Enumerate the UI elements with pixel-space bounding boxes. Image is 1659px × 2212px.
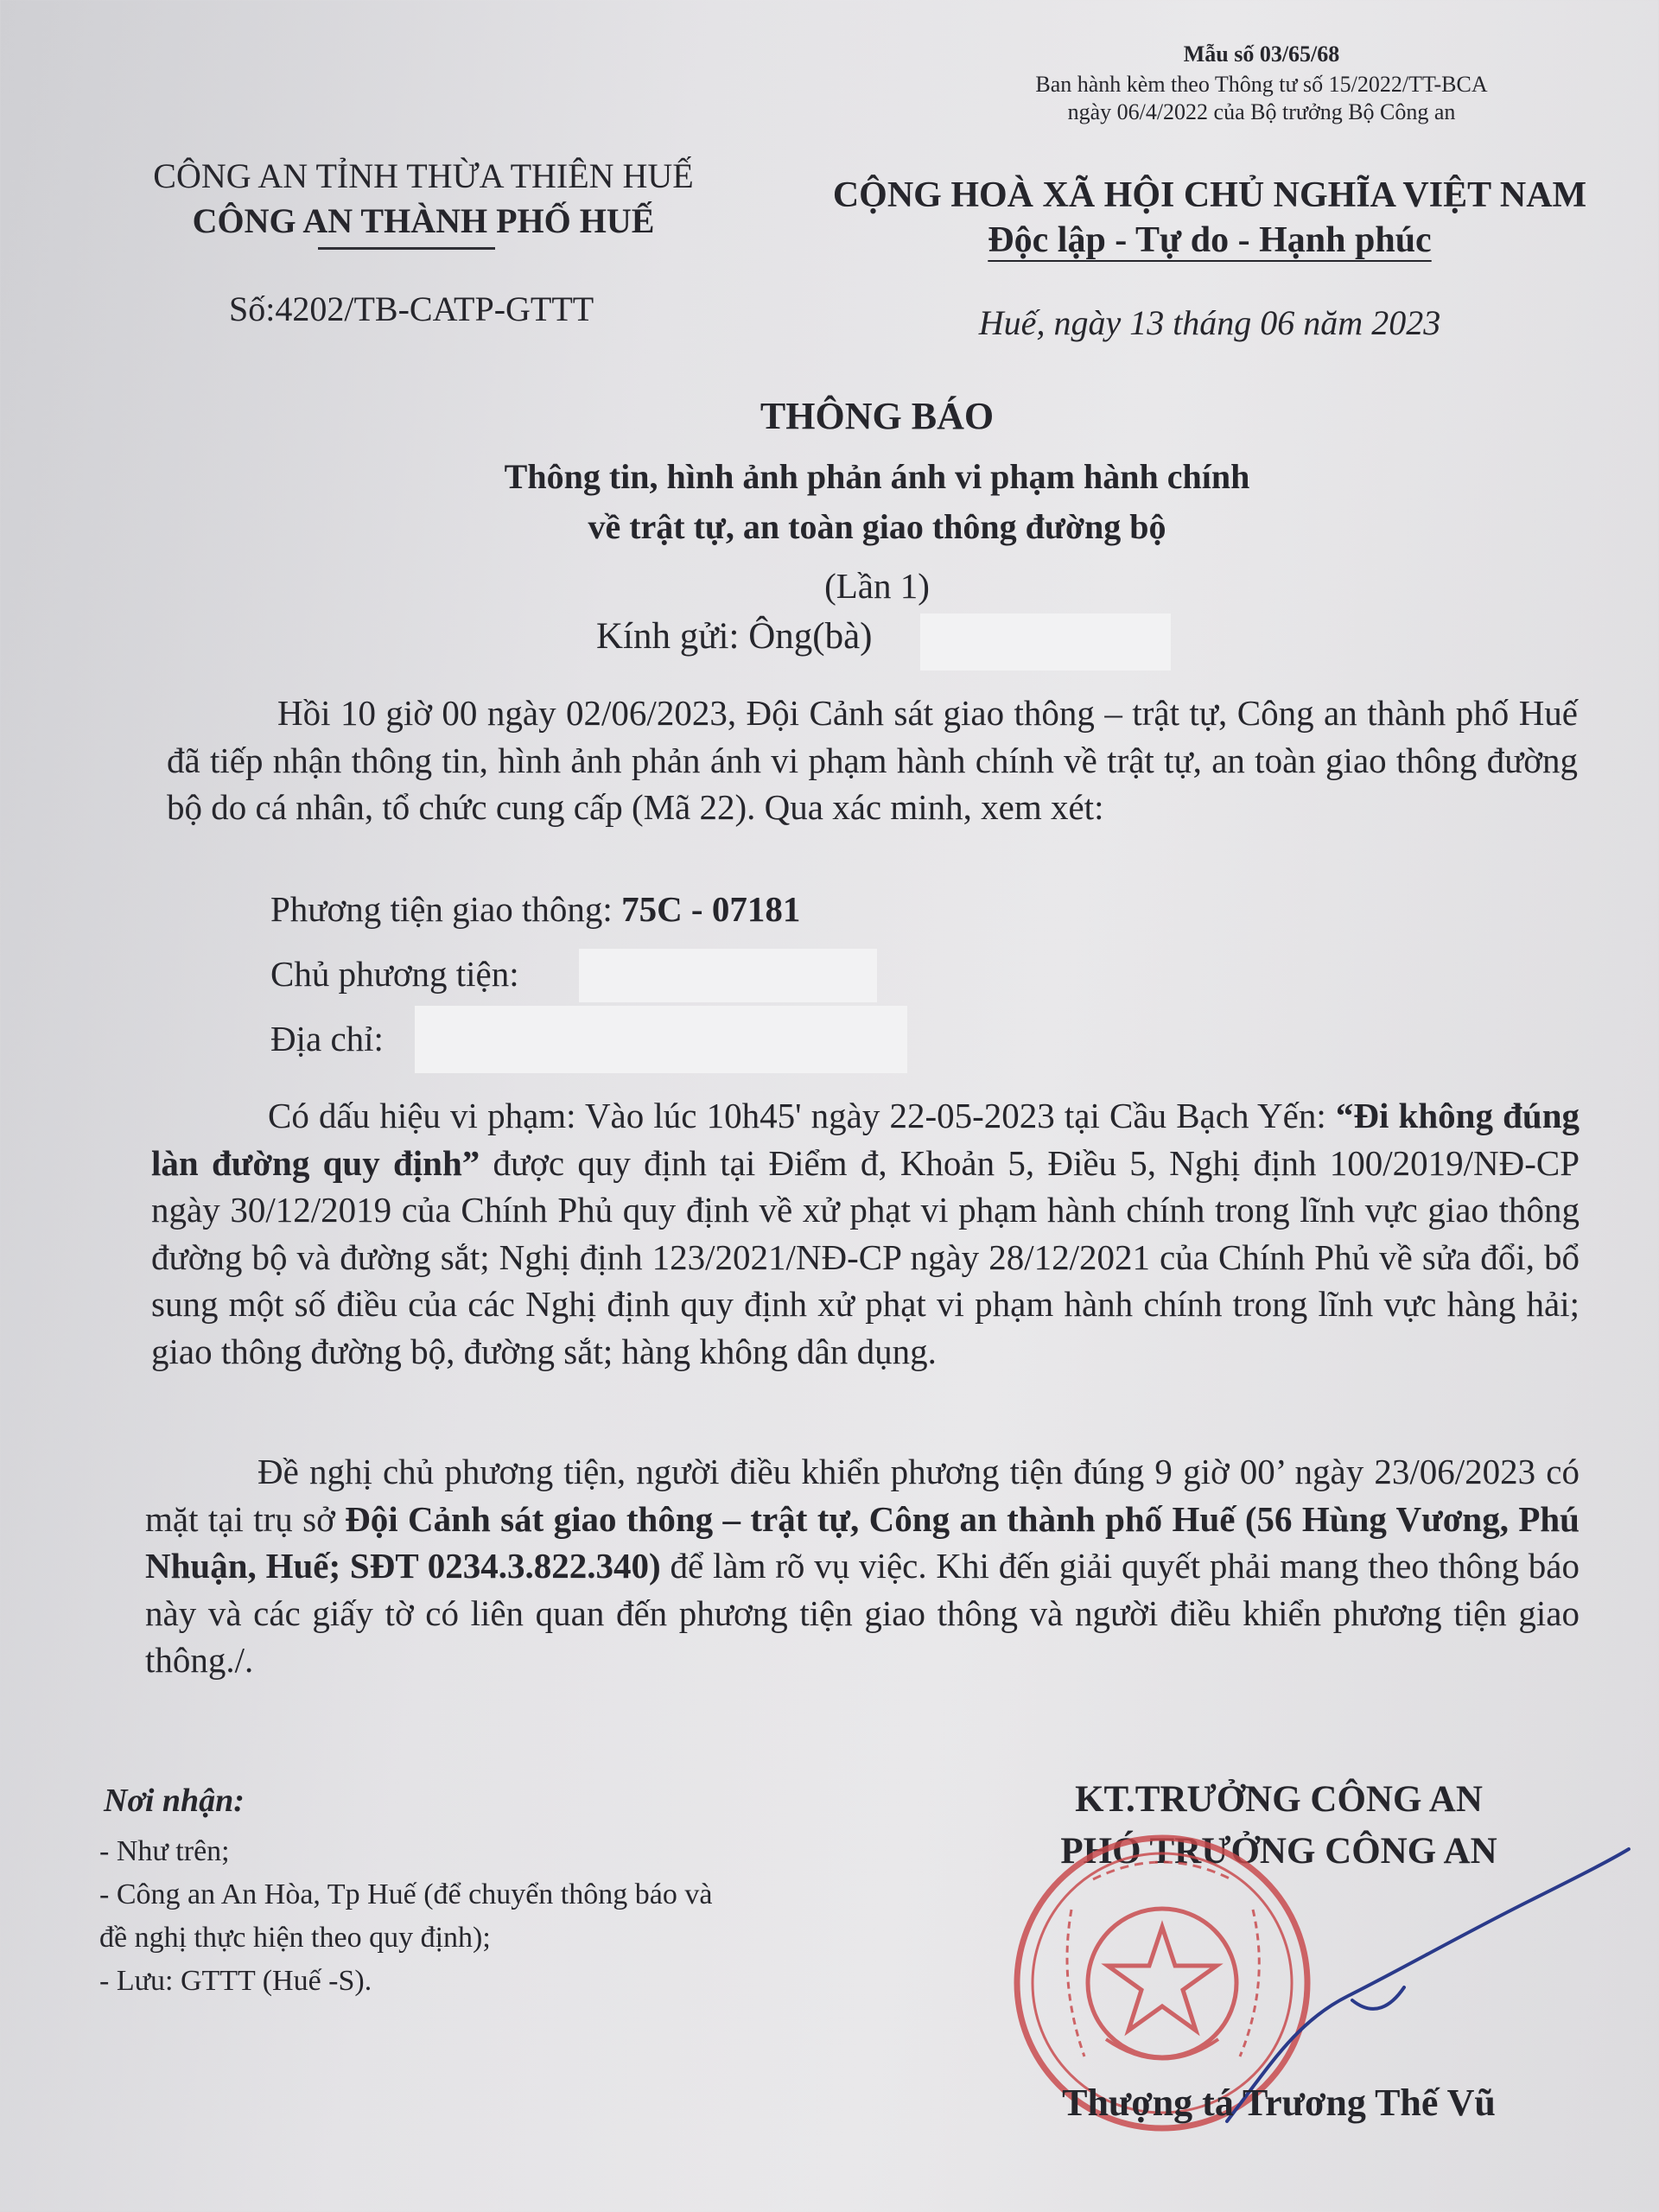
attempt-label: (Lần 1) — [824, 566, 930, 606]
recipient-item: - Lưu: GTTT (Huế -S). — [99, 1965, 372, 1997]
document-subtitle-2: về trật tự, an toàn giao thông đường bộ — [588, 507, 1166, 546]
summons-paragraph: Đề nghị chủ phương tiện, người điều khiển phương tiện đúng 9 giờ 00’ ngày 23/06/2023 có mặt tại trụ sở Đội Cảnh sát giao thông – trật tự, Công an thành phố Huế (56 Hùng Vương, Phú Nhuận, Huế; SĐT 0234.3.822.340) để làm rõ vụ việc. Khi đến giải quyết phải mang theo thông báo này và các giấy tờ có liên quan đến phương tiện giao thông và người điều khiển phương tiện giao thông./. — [145, 1452, 1580, 1680]
violation-paragraph: Có dấu hiệu vi phạm: Vào lúc 10h45' ngày 22-05-2023 tại Cầu Bạch Yến: “Đi không đúng làn đường quy định” được quy định tại Điểm đ, Khoản 5, Điều 5, Nghị định 100/2019/NĐ-CP ngày 30/12/2019 của Chính Phủ quy định về xử phạt vi phạm hành chính trong lĩnh vực giao thông đường bộ và đường sắt; Nghị định 123/2021/NĐ-CP ngày 28/12/2021 của Chính Phủ về sửa đổi, bổ sung một số điều của các Nghị định quy định xử phạt vi phạm hành chính trong lĩnh vực hàng hải; giao thông đường bộ, đường sắt; hàng không dân dụng. — [151, 1096, 1580, 1371]
vehicle-line — [270, 888, 800, 930]
agency-underline — [318, 247, 495, 250]
agency-parent: CÔNG AN TỈNH THỪA THIÊN HUẾ — [153, 156, 694, 195]
nation-title: CỘNG HOÀ XÃ HỘI CHỦ NGHĨA VIỆT NAM — [832, 175, 1587, 215]
address-label: Địa chỉ: — [270, 1019, 384, 1058]
document-subtitle-1: Thông tin, hình ảnh phản ánh vi phạm hành chính — [504, 457, 1250, 496]
violation-name: “Đi không đúng làn đường quy định” — [151, 1096, 1580, 1183]
agency-name: CÔNG AN THÀNH PHỐ HUẾ — [192, 201, 655, 240]
signer-name: Thượng tá Trương Thế Vũ — [1062, 2082, 1496, 2124]
signer-title-1: KT.TRƯỞNG CÔNG AN — [1075, 1779, 1483, 1820]
intro-paragraph: Hồi 10 giờ 00 ngày 02/06/2023, Đội Cảnh sát giao thông – trật tự, Công an thành phố Huế đã tiếp nhận thông tin, hình ảnh phản ánh vi phạm hành chính về trật tự, an toàn giao thông đường bộ do cá nhân, tổ chức cung cấp (Mã 22). Qua xác minh, xem xét: — [167, 693, 1578, 827]
summons-location: Đội Cảnh sát giao thông – trật tự, Công an thành phố Huế (56 Hùng Vương, Phú Nhuận, Huế; SĐT 0234.3.822.340) — [145, 1498, 1580, 1586]
place-date: Huế, ngày 13 tháng 06 năm 2023 — [978, 303, 1441, 342]
owner-label: Chủ phương tiện: — [270, 954, 519, 994]
signer-title-2: PHÓ TRƯỞNG CÔNG AN — [1060, 1831, 1497, 1872]
national-motto: Độc lập - Tự do - Hạnh phúc — [988, 220, 1432, 260]
recipient-item: - Công an An Hòa, Tp Huế (để chuyển thông báo và — [99, 1878, 713, 1910]
recipients-list — [99, 1830, 712, 2003]
redacted-owner-name — [579, 949, 877, 1002]
form-number: Mẫu số 03/65/68 — [1183, 41, 1340, 67]
redacted-addressee-name — [920, 613, 1171, 671]
addressee-label: Kính gửi: Ông(bà) — [596, 616, 873, 657]
vehicle-plate: 75C - 07181 — [621, 889, 801, 929]
recipient-item: - Như trên; — [99, 1835, 230, 1867]
form-issued-date: ngày 06/4/2022 của Bộ trưởng Bộ Công an — [1067, 99, 1456, 124]
recipients-heading: Nơi nhận: — [104, 1783, 245, 1819]
document-title: THÔNG BÁO — [760, 395, 995, 437]
redacted-address — [415, 1006, 907, 1073]
recipient-item: đề nghị thực hiện theo quy định); — [99, 1922, 491, 1954]
vehicle-label: Phương tiện giao thông: — [270, 889, 622, 929]
form-issued-with: Ban hành kèm theo Thông tư số 15/2022/TT-BCA — [1035, 72, 1488, 97]
document-number: Số:4202/TB-CATP-GTTT — [229, 289, 594, 328]
